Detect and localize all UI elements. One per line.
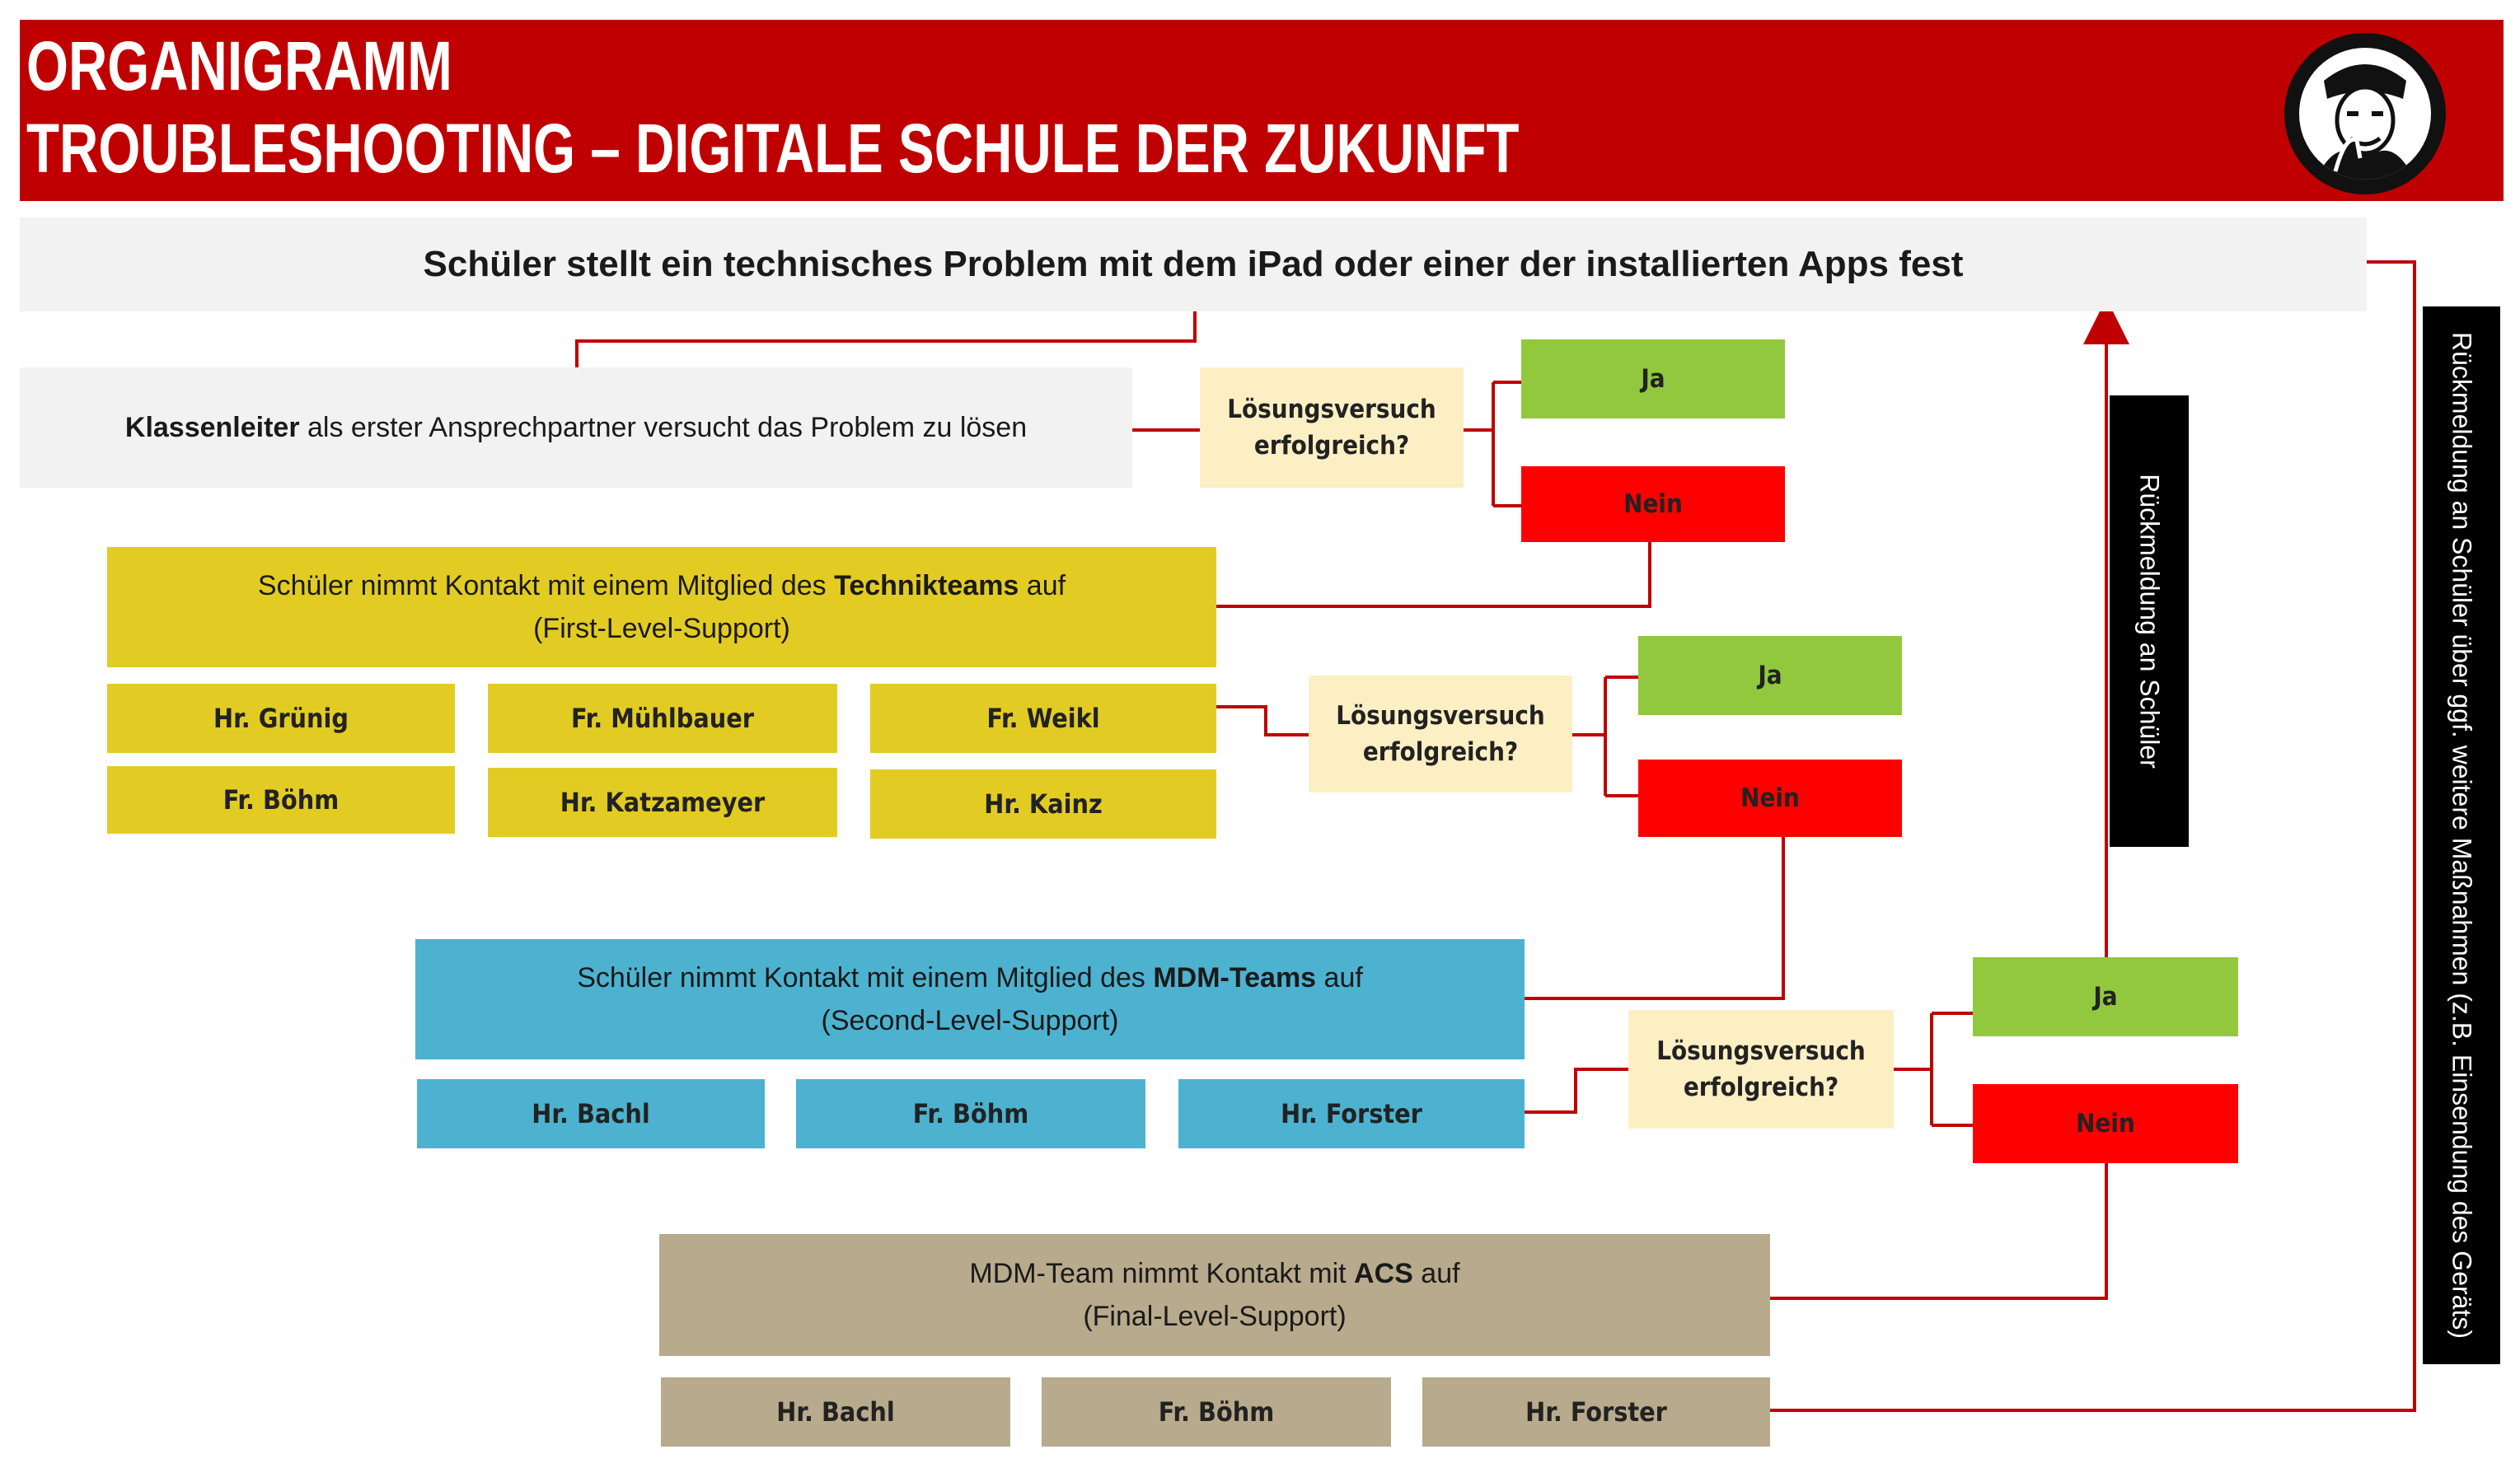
- line-q3-split: [1894, 1013, 1973, 1125]
- level3-post: auf: [1412, 1258, 1460, 1289]
- level1-member: Fr. Mühlbauer: [488, 684, 837, 753]
- answer-no-3: Nein: [1973, 1084, 2238, 1163]
- level3-sub: (Final-Level-Support): [1083, 1301, 1347, 1332]
- level1-member: Fr. Böhm: [107, 766, 455, 834]
- line-q2-split: [1572, 677, 1638, 796]
- question-2-line2: erfolgreich?: [1362, 737, 1519, 767]
- portrait-icon: [2299, 48, 2431, 180]
- header-title-line2: TROUBLESHOOTING – DIGITALE SCHULE DER ZUKUNFT: [26, 110, 1520, 187]
- line-no3-to-level3: [1770, 1163, 2106, 1298]
- question-3-line2: erfolgreich?: [1683, 1073, 1839, 1102]
- question-1-line1: Lösungsversuch: [1227, 395, 1436, 424]
- feedback-long-box: [2423, 306, 2500, 1364]
- level3-bold: ACS: [1354, 1258, 1413, 1289]
- logo-portrait: [2284, 33, 2446, 194]
- header-title-line1: ORGANIGRAMM: [26, 27, 452, 105]
- level2-member: Hr. Bachl: [417, 1079, 765, 1148]
- level2-sub: (Second-Level-Support): [821, 1005, 1119, 1036]
- level1-technikteam: [107, 547, 1216, 667]
- level0-text: als erster Ansprechpartner versucht das Problem zu lösen: [299, 412, 1028, 443]
- answer-yes-2: Ja: [1638, 636, 1902, 715]
- level1-post: auf: [1019, 570, 1066, 601]
- level2-mdm-team: [415, 939, 1525, 1059]
- level1-bold: Technikteams: [834, 570, 1019, 601]
- line-no1-to-level1: [1216, 539, 1650, 606]
- level3-acs: [659, 1234, 1770, 1356]
- line-level1-to-q2: [1216, 707, 1309, 735]
- level2-pre: Schüler nimmt Kontakt mit einem Mitglied des: [577, 962, 1154, 993]
- line-q1-split: [1464, 382, 1521, 506]
- line-level2-to-q3: [1525, 1069, 1628, 1112]
- answer-yes-1: Ja: [1521, 339, 1785, 418]
- answer-no-2: Nein: [1638, 760, 1902, 837]
- feedback-long-text: Rückmeldung an Schüler über ggf. weitere Maßnahmen (z.B. Einsendung des Geräts): [2447, 332, 2477, 1339]
- question-box-2: [1309, 676, 1572, 792]
- question-1-line2: erfolgreich?: [1253, 431, 1410, 461]
- level1-member: Hr. Kainz: [870, 769, 1216, 839]
- level1-pre: Schüler nimmt Kontakt mit einem Mitglied des: [257, 570, 835, 601]
- answer-no-1: Nein: [1521, 466, 1785, 542]
- level0-klassenleiter: [20, 367, 1132, 488]
- header-bar: [20, 20, 2504, 201]
- level2-member: Hr. Forster: [1178, 1079, 1525, 1148]
- level2-bold: MDM-Teams: [1153, 962, 1317, 993]
- feedback-short-box: [2110, 395, 2189, 847]
- level0-bold: Klassenleiter: [124, 412, 300, 443]
- answer-yes-3: Ja: [1973, 957, 2238, 1036]
- level1-member: Hr. Katzameyer: [488, 768, 837, 837]
- level3-member: Hr. Bachl: [661, 1377, 1010, 1447]
- level1-sub: (First-Level-Support): [533, 613, 790, 644]
- level2-post: auf: [1316, 962, 1363, 993]
- question-box-3: [1628, 1010, 1894, 1129]
- problem-statement: Schüler stellt ein technisches Problem mit dem iPad oder einer der installierten Apps fest: [20, 217, 2367, 311]
- level3-member: Hr. Forster: [1422, 1377, 1770, 1447]
- line-no2-to-level2: [1525, 837, 1783, 998]
- level1-member: Fr. Weikl: [870, 684, 1216, 753]
- line-top-to-level0: [577, 311, 1195, 367]
- level3-pre: MDM-Team nimmt Kontakt mit: [969, 1258, 1355, 1289]
- level2-member: Fr. Böhm: [796, 1079, 1145, 1148]
- question-3-line1: Lösungsversuch: [1656, 1036, 1866, 1066]
- level3-member: Fr. Böhm: [1042, 1377, 1391, 1447]
- feedback-short-text: Rückmeldung an Schüler: [2134, 474, 2165, 769]
- question-box-1: [1200, 367, 1464, 488]
- question-2-line1: Lösungsversuch: [1336, 701, 1545, 731]
- level1-member: Hr. Grünig: [107, 684, 455, 753]
